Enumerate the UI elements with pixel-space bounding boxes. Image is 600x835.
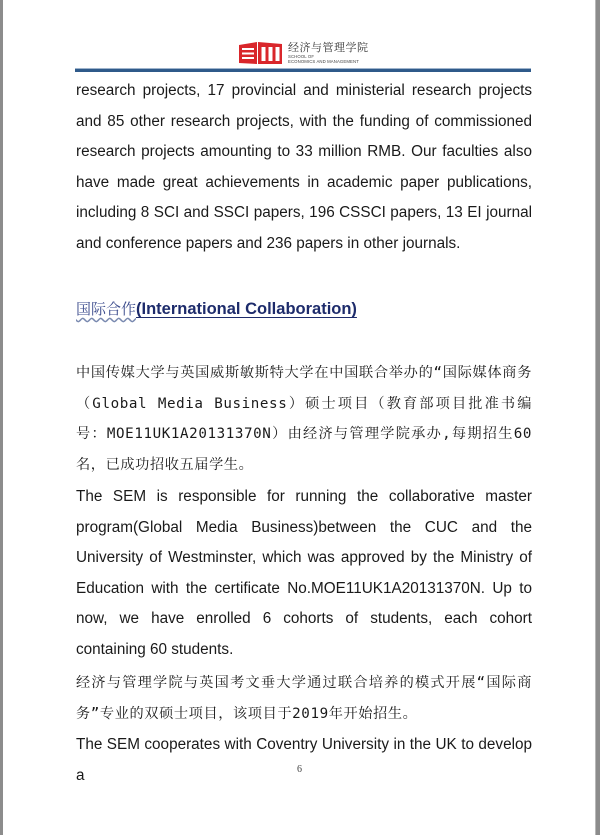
- paragraph-research-summary: research projects, 17 provincial and ministerial research projects and 85 other research projects, with the funding of commissioned research projects amounting to 33 million RMB. Our faculties also have made great achievements in academic paper publications, including 8 SCI and SSCI papers, 196 CSSCI papers, 13 EI journal and conference papers and 236 papers in other journals.: [76, 82, 532, 252]
- logo-english-line-1: SCHOOL OF: [288, 54, 315, 59]
- page-number: 6: [297, 764, 302, 775]
- document-page: [3, 0, 595, 835]
- paragraph-gmb-cn: 中国传媒大学与英国威斯敏斯特大学在中国联合举办的“国际媒体商务（Global Media Business）硕士项目（教育部项目批准书编号：MOE11UK1A20131370N）由经济与管理学院承办,每期招生60名，已成功招收五届学生。: [76, 365, 532, 473]
- section-heading-en: (International Collaboration): [136, 300, 357, 318]
- viewer-right-edge: [595, 0, 600, 835]
- logo-english-line-2: ECONOMICS AND MANAGEMENT: [288, 59, 359, 64]
- logo-chinese-name: 经济与管理学院: [288, 41, 369, 54]
- paragraph-coventry-cn: 经济与管理学院与英国考文垂大学通过联合培养的模式开展“国际商务”专业的双硕士项目，该项目于2019年开始招生。: [76, 675, 532, 722]
- paragraph-gmb-en: The SEM is responsible for running the collaborative master program(Global Media Business)between the CUC and the University of Westminster, which was approved by the Ministry of Education with the certificate No.MOE11UK1A20131370N. Up to now, we have enrolled 6 cohorts of students, each cohort containing 60 students.: [76, 488, 532, 658]
- school-logo-icon: [239, 41, 283, 65]
- school-logo: [239, 40, 369, 66]
- paragraph-coventry-en: The SEM cooperates with Coventry University in the UK to develop a: [76, 736, 532, 784]
- header-divider: [75, 68, 531, 72]
- section-heading: [76, 296, 357, 323]
- section-heading-cn: 国际合作: [76, 300, 137, 318]
